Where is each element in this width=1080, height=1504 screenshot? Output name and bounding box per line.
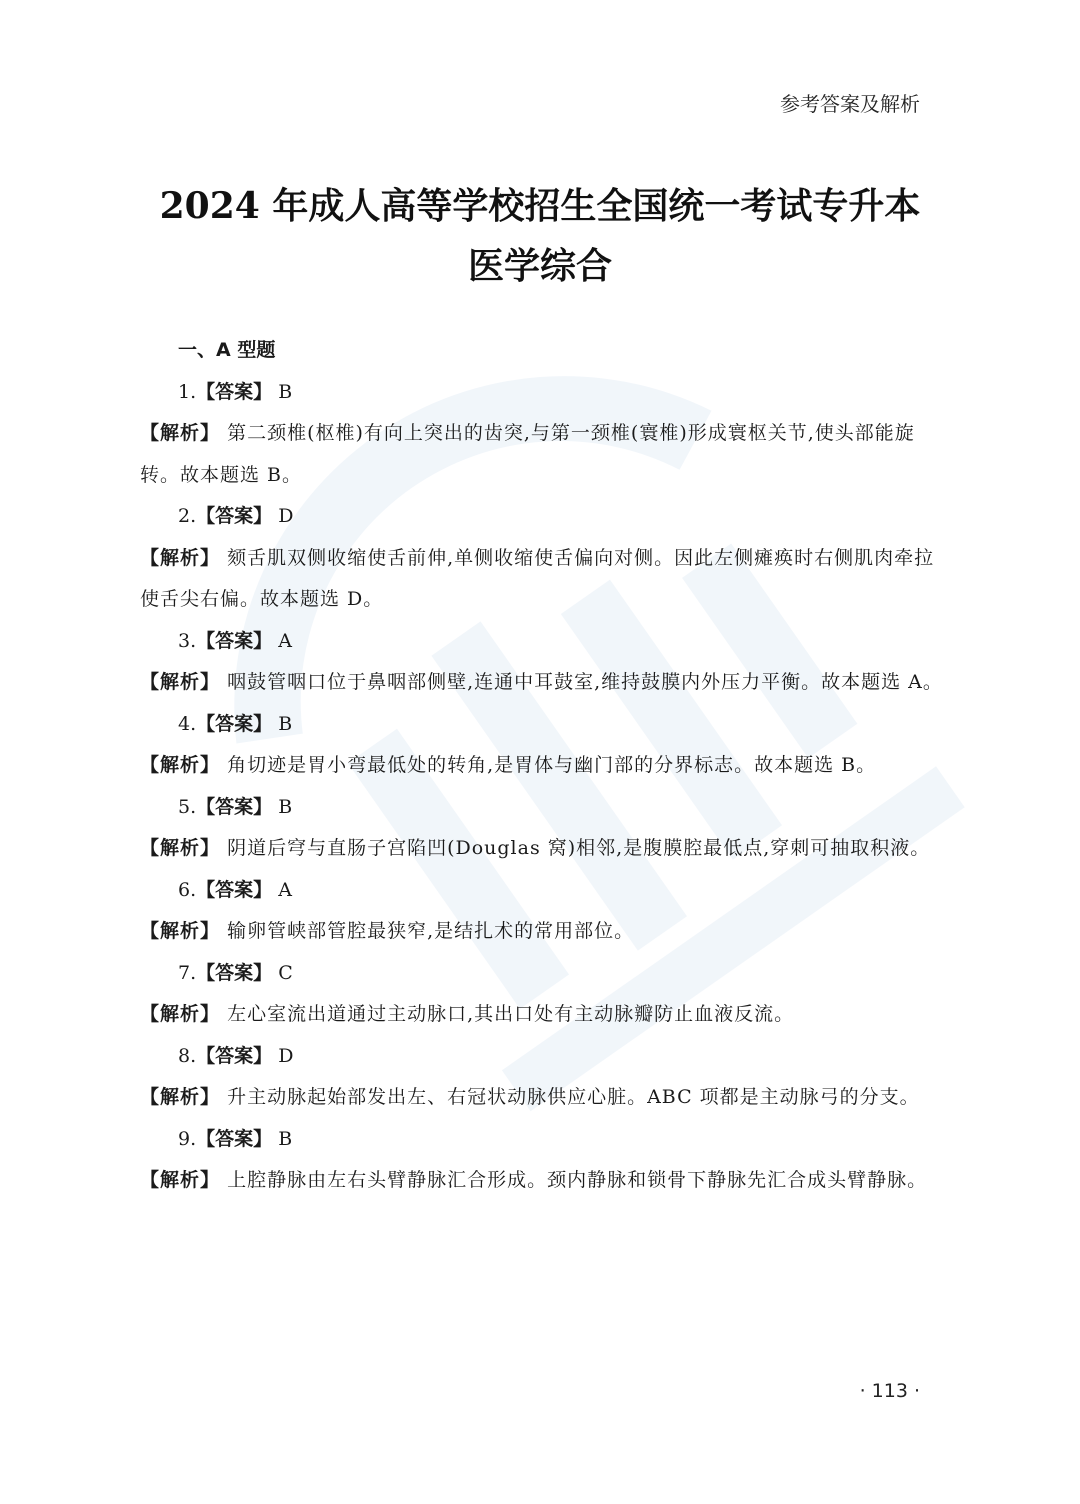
explanation-text: 左心室流出道通过主动脉口,其出口处有主动脉瓣防止血液反流。 [227, 1003, 795, 1025]
answer-value: D [278, 1044, 294, 1067]
question-item [140, 1119, 944, 1202]
answer-line [140, 496, 944, 538]
explanation-label: 【解析】 [140, 837, 221, 859]
explanation-paragraph [140, 1160, 944, 1202]
answer-label: 【答案】 [196, 505, 273, 527]
question-item [140, 704, 944, 787]
explanation-text: 咽鼓管咽口位于鼻咽部侧壁,连通中耳鼓室,维持鼓膜内外压力平衡。故本题选 A。 [227, 671, 943, 693]
explanation-text: 第二颈椎(枢椎)有向上突出的齿突,与第一颈椎(寰椎)形成寰枢关节,使头部能旋转。故本题选 B。 [140, 422, 915, 486]
explanation-text: 颏舌肌双侧收缩使舌前伸,单侧收缩使舌偏向对侧。因此左侧瘫痪时右侧肌肉牵拉使舌尖右偏。故本题选 D。 [140, 546, 935, 610]
answer-line [140, 372, 944, 414]
answer-line [140, 1119, 944, 1161]
answer-value: B [278, 1127, 293, 1150]
answer-label: 【答案】 [196, 795, 273, 818]
question-number: 9. [178, 1127, 197, 1150]
question-item [140, 496, 944, 621]
explanation-paragraph [140, 745, 944, 787]
answer-label: 【答案】 [196, 1044, 273, 1067]
question-number: 3. [178, 629, 197, 652]
explanation-label: 【解析】 [140, 754, 221, 776]
question-number: 5. [178, 795, 197, 818]
page-number: · 113 · [859, 1380, 920, 1402]
explanation-label: 【解析】 [140, 671, 221, 693]
answer-label: 【答案】 [196, 380, 273, 403]
question-item [140, 372, 944, 497]
question-number: 8. [178, 1044, 197, 1067]
answer-label: 【答案】 [196, 878, 273, 901]
question-number: 6. [178, 878, 197, 901]
answer-line [140, 953, 944, 995]
answer-value: A [278, 629, 292, 652]
question-item [140, 787, 944, 870]
question-item [140, 621, 944, 704]
answer-line [140, 870, 944, 912]
answer-value: B [278, 712, 293, 735]
answer-label: 【答案】 [196, 712, 273, 735]
answer-value: A [278, 878, 292, 901]
document-subtitle: 医学综合 [467, 245, 612, 287]
explanation-paragraph [140, 828, 944, 870]
question-item [140, 870, 944, 953]
answer-label: 【答案】 [196, 1127, 273, 1150]
explanation-text: 输卵管峡部管腔最狭窄,是结扎术的常用部位。 [227, 920, 635, 942]
explanation-label: 【解析】 [140, 546, 221, 569]
answer-value: C [278, 961, 293, 984]
answer-line [140, 1036, 944, 1078]
explanation-label: 【解析】 [140, 920, 221, 942]
explanation-paragraph [140, 413, 944, 496]
explanation-text: 升主动脉起始部发出左、右冠状动脉供应心脏。ABC 项都是主动脉弓的分支。 [227, 1086, 920, 1108]
answer-key-content [140, 330, 944, 1202]
question-number: 7. [178, 961, 197, 984]
question-item [140, 953, 944, 1036]
explanation-paragraph [140, 994, 944, 1036]
explanation-paragraph [140, 662, 944, 704]
answer-label: 【答案】 [196, 629, 273, 652]
answer-label: 【答案】 [196, 961, 273, 984]
explanation-paragraph [140, 911, 944, 953]
section-heading: 一、A 型题 [178, 339, 276, 361]
explanation-text: 上腔静脉由左右头臂静脉汇合形成。颈内静脉和锁骨下静脉先汇合成头臂静脉。 [227, 1169, 928, 1191]
answer-line [140, 704, 944, 746]
question-number: 1. [178, 380, 197, 403]
explanation-label: 【解析】 [140, 1169, 221, 1191]
question-number: 2. [178, 505, 197, 527]
explanation-paragraph [140, 538, 944, 621]
explanation-text: 角切迹是胃小弯最低处的转角,是胃体与幽门部的分界标志。故本题选 B。 [227, 754, 877, 776]
explanation-label: 【解析】 [140, 1003, 221, 1025]
answer-value: B [278, 380, 293, 403]
explanation-label: 【解析】 [140, 422, 221, 444]
header-section-title: 参考答案及解析 [780, 92, 920, 116]
question-item [140, 1036, 944, 1119]
answer-value: D [278, 505, 294, 527]
explanation-text: 阴道后穹与直肠子宫陷凹(Douglas 窝)相邻,是腹膜腔最低点,穿刺可抽取积液。 [227, 837, 931, 859]
document-title: 2024 年成人高等学校招生全国统一考试专升本 [159, 185, 921, 227]
answer-line [140, 621, 944, 663]
explanation-label: 【解析】 [140, 1086, 221, 1108]
answer-line [140, 787, 944, 829]
question-number: 4. [178, 712, 197, 735]
explanation-paragraph [140, 1077, 944, 1119]
answer-value: B [278, 795, 293, 818]
